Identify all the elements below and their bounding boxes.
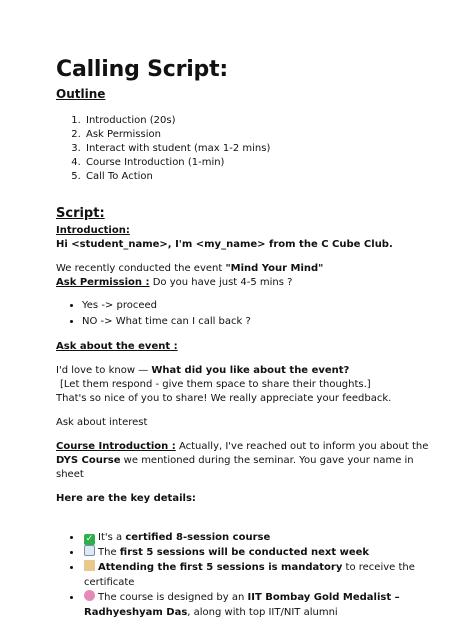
course-intro-label: Course Introduction : [56, 441, 176, 452]
brain-icon [84, 590, 95, 601]
list-item: • NO -> What time can I call back ? [82, 314, 434, 330]
details-list [56, 530, 434, 620]
course-text-1: Actually, I've reached out to inform you about the [175, 441, 429, 452]
outline-list [56, 114, 434, 184]
ask-event-heading: Ask about the event : [56, 341, 178, 352]
options-list [56, 298, 434, 330]
list-item: • Attending the first 5 sessions is mandatory to receive the certificate [82, 560, 434, 590]
scroll-icon [84, 560, 95, 571]
calendar-icon [84, 545, 95, 556]
list-item: 3. Interact with student (max 1-2 mins) [84, 142, 434, 156]
respond-rest: give them space to share their thoughts.] [162, 379, 371, 390]
course-text-2: we mentioned during the seminar. You gave your name in sheet [56, 455, 414, 480]
outline-heading: Outline [56, 87, 106, 101]
ask-interest: Ask about interest [56, 417, 148, 428]
ask-permission-label: Ask Permission : [56, 277, 150, 288]
ask-permission-line [56, 276, 434, 290]
list-item: • Yes -> proceed [82, 298, 434, 314]
love-question: What did you like about the event? [151, 365, 350, 376]
check-icon: ✓ [85, 534, 94, 544]
list-item: 1. Introduction (20s) [84, 114, 434, 128]
page-title: Calling Script: [56, 57, 229, 82]
course-name: DYS Course [56, 455, 121, 466]
event-line [56, 262, 434, 276]
key-details-heading: Here are the key details: [56, 493, 196, 504]
list-item: 5. Call To Action [84, 170, 434, 184]
love-pre: I'd love to know — [56, 365, 152, 376]
respond-pre: [Let them respond - [60, 379, 163, 390]
intro-line [56, 238, 434, 252]
course-intro-paragraph [56, 440, 434, 482]
love-line [56, 364, 434, 378]
script-heading: Script: [56, 206, 105, 221]
thanks-line: That's so nice of you to share! We really appreciate your feedback. [56, 393, 392, 404]
intro-heading: Introduction: [56, 225, 130, 236]
event-name: "Mind Your Mind" [225, 263, 324, 274]
list-item: • The first 5 sessions will be conducted next week [82, 545, 434, 560]
list-item: 4. Course Introduction (1-min) [84, 156, 434, 170]
list-item: 2. Ask Permission [84, 128, 434, 142]
list-item: • The course is designed by an IIT Bombay Gold Medalist – Radhyeshyam Das, along with top IIT/NIT alumni [82, 590, 434, 620]
list-item: • ✓ It's a certified 8-session course [82, 530, 434, 545]
event-pre: We recently conducted the event [56, 263, 226, 274]
ask-permission-text: Do you have just 4-5 mins ? [149, 277, 293, 288]
intro-text: Hi <student_name>, I'm <my_name> from the C Cube Club. [56, 239, 393, 250]
respond-line [56, 378, 434, 392]
